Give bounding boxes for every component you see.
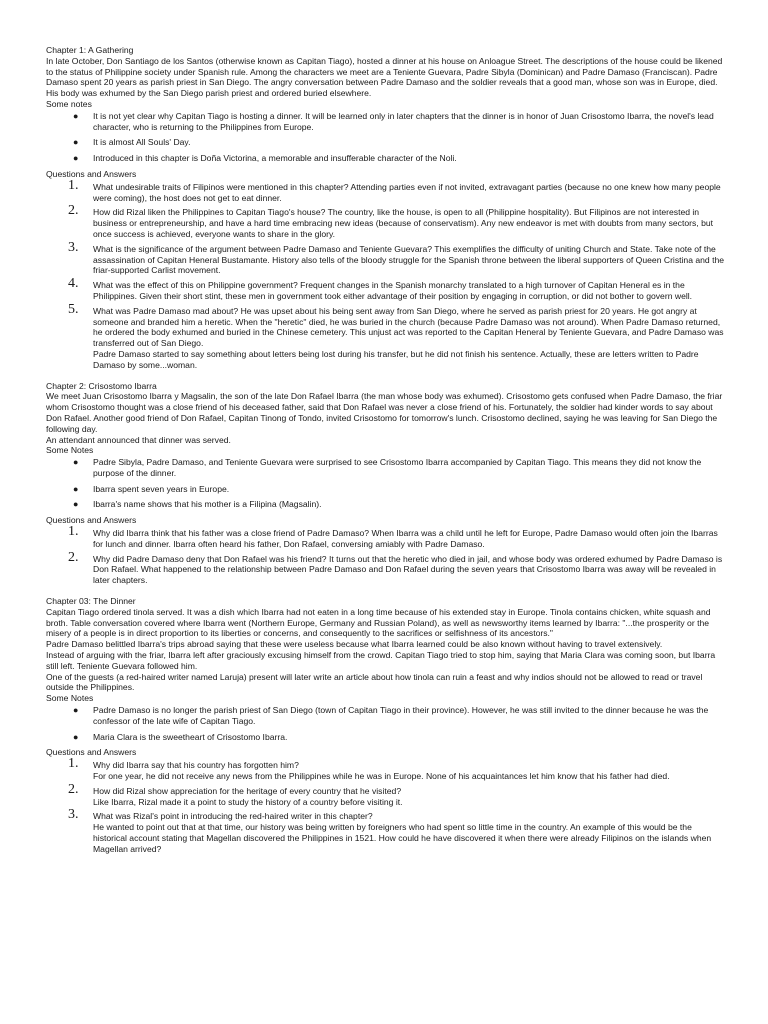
chapter-paragraph: One of the guests (a red-haired writer named Laruja) present will later write an article about how tinola can ruin a feast and why indios should not be allowed to read or travel outside the Philippines. [46,671,703,693]
qa-number: 4. [68,276,79,292]
qa-question: How did Rizal show appreciation for the heritage of every country that he visited? [93,785,402,796]
qa-item [46,807,726,854]
chapter-section [46,381,726,587]
notes-list [46,705,726,742]
bullet-icon: ● [73,137,79,148]
chapter-title: Chapter 1: A Gathering [46,45,134,55]
note-item [46,484,726,495]
qa-heading: Questions and Answers [46,515,137,526]
qa-heading: Questions and Answers [46,168,137,179]
qa-number: 1. [68,524,79,540]
qa-number: 3. [68,807,79,823]
qa-list [46,524,726,586]
qa-answer: Padre Damaso started to say something about letters being lost during his transfer, but he did not finish his sentence. Actually, these are letters written to Padre Damaso by some...woman. [93,348,699,370]
qa-item [46,239,726,276]
bullet-icon: ● [73,705,79,716]
qa-question: What was Padre Damaso mad about? He was upset about his being sent away from San Diego, where he served as parish priest for 20 years. He got angry at someone and branded him a heretic. When the "heretic" died, he was buried in the church (because Padre Damaso was not around). When Padre Damaso returned, he ordered the body exhumed and buried in the Chinese cemetery. This unjust act was reported to the Capitan Heneral by Teniente Guevara, and Padre Damaso was transferred out of San Diego. [93,305,724,349]
note-item [46,732,726,743]
qa-item [46,756,726,782]
qa-question: Why did Ibarra think that his father was a close friend of Padre Damaso? When Ibarra was a child until he left for Europe, Padre Damaso would often join the Ibarras for lunch and dinner. Ibarra often heard his father, Don Rafael, conversing amiably with Padre Damaso. [93,528,718,549]
qa-answer: For one year, he did not receive any news from the Philippines while he was in Europe. None of his acquaintances let him know that his father had died. [93,771,670,782]
note-text: It is not yet clear why Capitan Tiago is hosting a dinner. It will be learned only in later chapters that the dinner is in honor of Juan Crisostomo Ibarra, the novel's lead character, who is returning to the Philippines from Europe. [93,110,714,132]
note-item [46,457,726,479]
chapter-paragraph: We meet Juan Crisostomo Ibarra y Magsalin, the son of the late Don Rafael Ibarra (the man whose body was exhumed). Crisostomo gets confused when Padre Damaso, the friar whom Crisostomo thought was a close friend of his deceased father, said that Don Rafael was never a close friend of his. Fortunately, the soldier had kinder words to say about Don Rafael. Another good friend of Don Rafael, Capitan Tinong of Tondo, invited Crisostomo for tomorrow's lunch. Crisostomo declined, saying he was leaving for San Diego the following day. [46,391,723,434]
note-text: Maria Clara is the sweetheart of Crisostomo Ibarra. [93,731,288,742]
bullet-icon: ● [73,110,79,121]
notes-list [46,111,726,164]
qa-list [46,756,726,854]
qa-item [46,276,726,302]
qa-question: What is the significance of the argument between Padre Damaso and Teniente Guevara? This exemplifies the difficulty of uniting Church and State. Take note of the assassination of Capitan Heneral Bustamante. History also tells of the bloody struggle for the Spanish throne between the liberal supporters of Queen Cristina and the friar-supported Carlist movement. [93,243,725,276]
qa-answer: He wanted to point out that at that time, our history was being written by foreigners who had spent so little time in the country. An example of this would be the historical account stating that Magellan discovered the Philippines in 1521. How could he have discovered it when there were already Filipinos on the islands when Magellan arrived? [93,822,712,854]
qa-number: 3. [68,239,79,255]
notes-list [46,457,726,510]
notes-heading: Some Notes [46,445,94,456]
qa-number: 2. [68,203,79,219]
notes-heading: Some notes [46,98,92,109]
qa-answer: Like Ibarra, Rizal made it a point to study the history of a country before visiting it. [93,796,403,807]
qa-question: What undesirable traits of Filipinos were mentioned in this chapter? Attending parties even if not invited, extravagant parties (because no one knew how many people were coming), the host does not get to eat dinner. [93,181,721,203]
qa-item [46,177,726,204]
qa-question: What was the effect of this on Philippine government? Frequent changes in the Spanish monarchy translated to a high turnover of Capitan Heneral es in the Philippines. Given their short stint, these men in government took either advantage of their position by engaging in corruption, or did not bother to govern well. [93,280,693,301]
qa-item [46,549,726,586]
note-text: Padre Damaso is no longer the parish priest of San Diego (town of Capitan Tiago in their province). However, he was still invited to the dinner because he was the confessor of the late wife of Capitan Tiago. [93,705,709,726]
note-item [46,499,726,510]
note-item [46,705,726,727]
chapter-section [46,596,726,855]
qa-item [46,524,726,550]
chapter-title: Chapter 03: The Dinner [46,596,136,607]
note-item [46,137,726,148]
note-text: It is almost All Souls' Day. [93,137,191,148]
qa-item [46,301,726,371]
chapter-paragraph: Instead of arguing with the friar, Ibarra left after graciously excusing himself from the crowd. Capitan Tiago tried to stop him, saying that Maria Clara was coming soon, but Ibarra still left. Teniente Guevara followed him. [46,650,716,671]
chapter-paragraph: In late October, Don Santiago de los Santos (otherwise known as Capitan Tiago), hosted a dinner at his house on Anloague Street. The descriptions of the house could be likened to the status of Philippine society under Spanish rule. Among the characters we meet are a Teniente Guevara, Padre Sibyla (Dominican) and Padre Damaso (Franciscan). Padre Damaso spent 20 years as parish priest in San Diego. The angry conversation between Padre Damaso and the soldier reveals that a good man, whose son was in Europe, died. His body was exhumed by the San Diego parish priest and ordered buried elsewhere. [46,55,723,99]
note-text: Ibarra's name shows that his mother is a Filipina (Magsalin). [93,499,322,510]
chapter-section [46,45,726,371]
qa-list [46,177,726,371]
qa-question: What was Rizal's point in introducing the red-haired writer in this chapter? [93,811,373,822]
qa-item [46,203,726,239]
chapter-paragraph: Capitan Tiago ordered tinola served. It was a dish which Ibarra had not eaten in a long time because of his extended stay in Europe. Tinola contains chicken, white squash and broth. Table conversation covered where Ibarra went (Northern Europe, Germany and Russian Poland), as well as newsworthy items learned by Ibarra: "...the prosperity or the misery of a people is in direct proportion to its liberties or concerns, and consequently to the sacrifices or selfishness of its ancestors." [46,606,711,639]
qa-question: Why did Padre Damaso deny that Don Rafael was his friend? It turns out that the heretic who died in jail, and whose body was ordered exhumed by Padre Damaso is Don Rafael. What happened to the relationship between Padre Damaso and Don Rafael during the seven years that Crisostomo Ibarra was away will be revealed in later chapters. [93,553,723,586]
bullet-icon: ● [73,499,79,510]
qa-number: 2. [68,781,79,797]
qa-number: 1. [68,177,79,193]
qa-question: How did Rizal liken the Philippines to Capitan Tiago's house? The country, like the house, is open to all (Philippine hospitality). But Filipinos are not interested in business or entrepreneurship, and have a hard time embracing new ideas (because of conservatism). Any new endeavor is met with doubts from many sectors, but once success is achieved, everyone wants to share in the glory. [93,207,714,239]
qa-number: 5. [68,301,79,317]
note-text: Ibarra spent seven years in Europe. [93,483,230,494]
qa-question: Why did Ibarra say that his country has forgotten him? [93,760,299,771]
chapter-paragraph: An attendant announced that dinner was served. [46,434,231,445]
bullet-icon: ● [73,153,79,164]
chapter-title: Chapter 2: Crisostomo Ibarra [46,380,157,391]
qa-number: 1. [68,756,79,772]
note-text: Padre Sibyla, Padre Damaso, and Teniente Guevara were surprised to see Crisostomo Ibarra accompanied by Capitan Tiago. This means they did not know the purpose of the dinner. [93,457,702,478]
bullet-icon: ● [73,483,79,494]
bullet-icon: ● [73,731,79,742]
qa-item [46,781,726,808]
qa-heading: Questions and Answers [46,747,137,758]
note-item [46,153,726,164]
bullet-icon: ● [73,457,79,468]
document-page [46,45,726,859]
note-text: Introduced in this chapter is Doña Victorina, a memorable and insufferable character of the Noli. [93,153,457,164]
notes-heading: Some Notes [46,693,94,704]
chapter-paragraph: Padre Damaso belittled Ibarra's trips abroad saying that these were useless because what Ibarra learned could be also known without having to travel extensively. [46,639,663,650]
qa-number: 2. [68,549,79,565]
note-item [46,111,726,133]
